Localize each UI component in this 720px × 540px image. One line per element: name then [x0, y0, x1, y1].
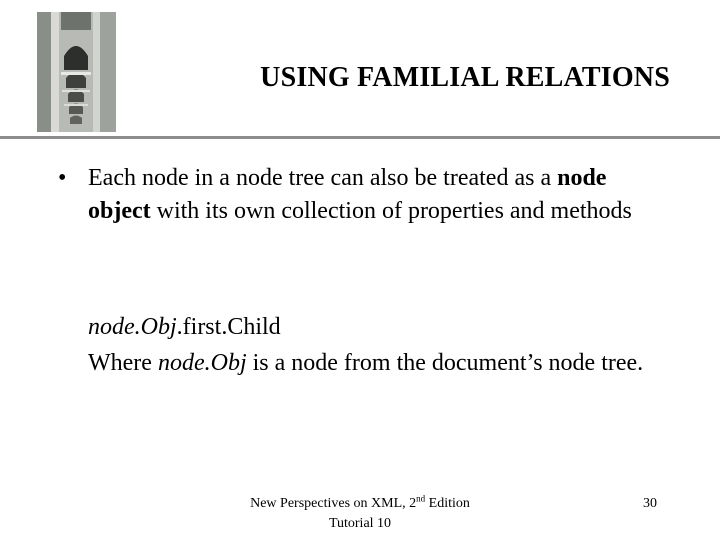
- bullet-text-bold: node object: [88, 165, 607, 224]
- bullet-text-part2: with its own collection of properties and methods: [150, 198, 632, 224]
- bullet-text: [88, 162, 658, 228]
- explanation-text: [88, 345, 668, 381]
- footer-edition-suffix: nd: [416, 493, 426, 504]
- footer-line-1: [230, 494, 490, 514]
- slide-title: USING FAMILIAL RELATIONS: [260, 62, 670, 93]
- explanation-prefix: Where: [88, 350, 158, 376]
- bullet-list: [58, 162, 658, 228]
- page-number: 30: [643, 496, 657, 511]
- footer: [230, 494, 490, 534]
- code-object-italic: node.Obj: [88, 314, 177, 340]
- explanation-object-italic: node.Obj: [157, 350, 247, 376]
- code-example: [88, 309, 668, 381]
- footer-edition-label: Edition: [425, 496, 470, 511]
- footer-tutorial: Tutorial 10: [328, 516, 392, 531]
- code-line: [88, 309, 668, 345]
- header-building-photo: [37, 12, 116, 132]
- footer-book-title: New Perspectives on XML, 2: [250, 496, 417, 511]
- building-arches-icon: [37, 12, 116, 132]
- code-property: .first.Child: [176, 314, 281, 340]
- bullet-marker: •: [58, 165, 67, 191]
- bullet-item: [58, 162, 658, 228]
- bullet-text-part1: Each node in a node tree can also be treated as a: [88, 165, 558, 191]
- title-divider: [0, 136, 720, 139]
- explanation-suffix: is a node from the document’s node tree.: [246, 350, 644, 376]
